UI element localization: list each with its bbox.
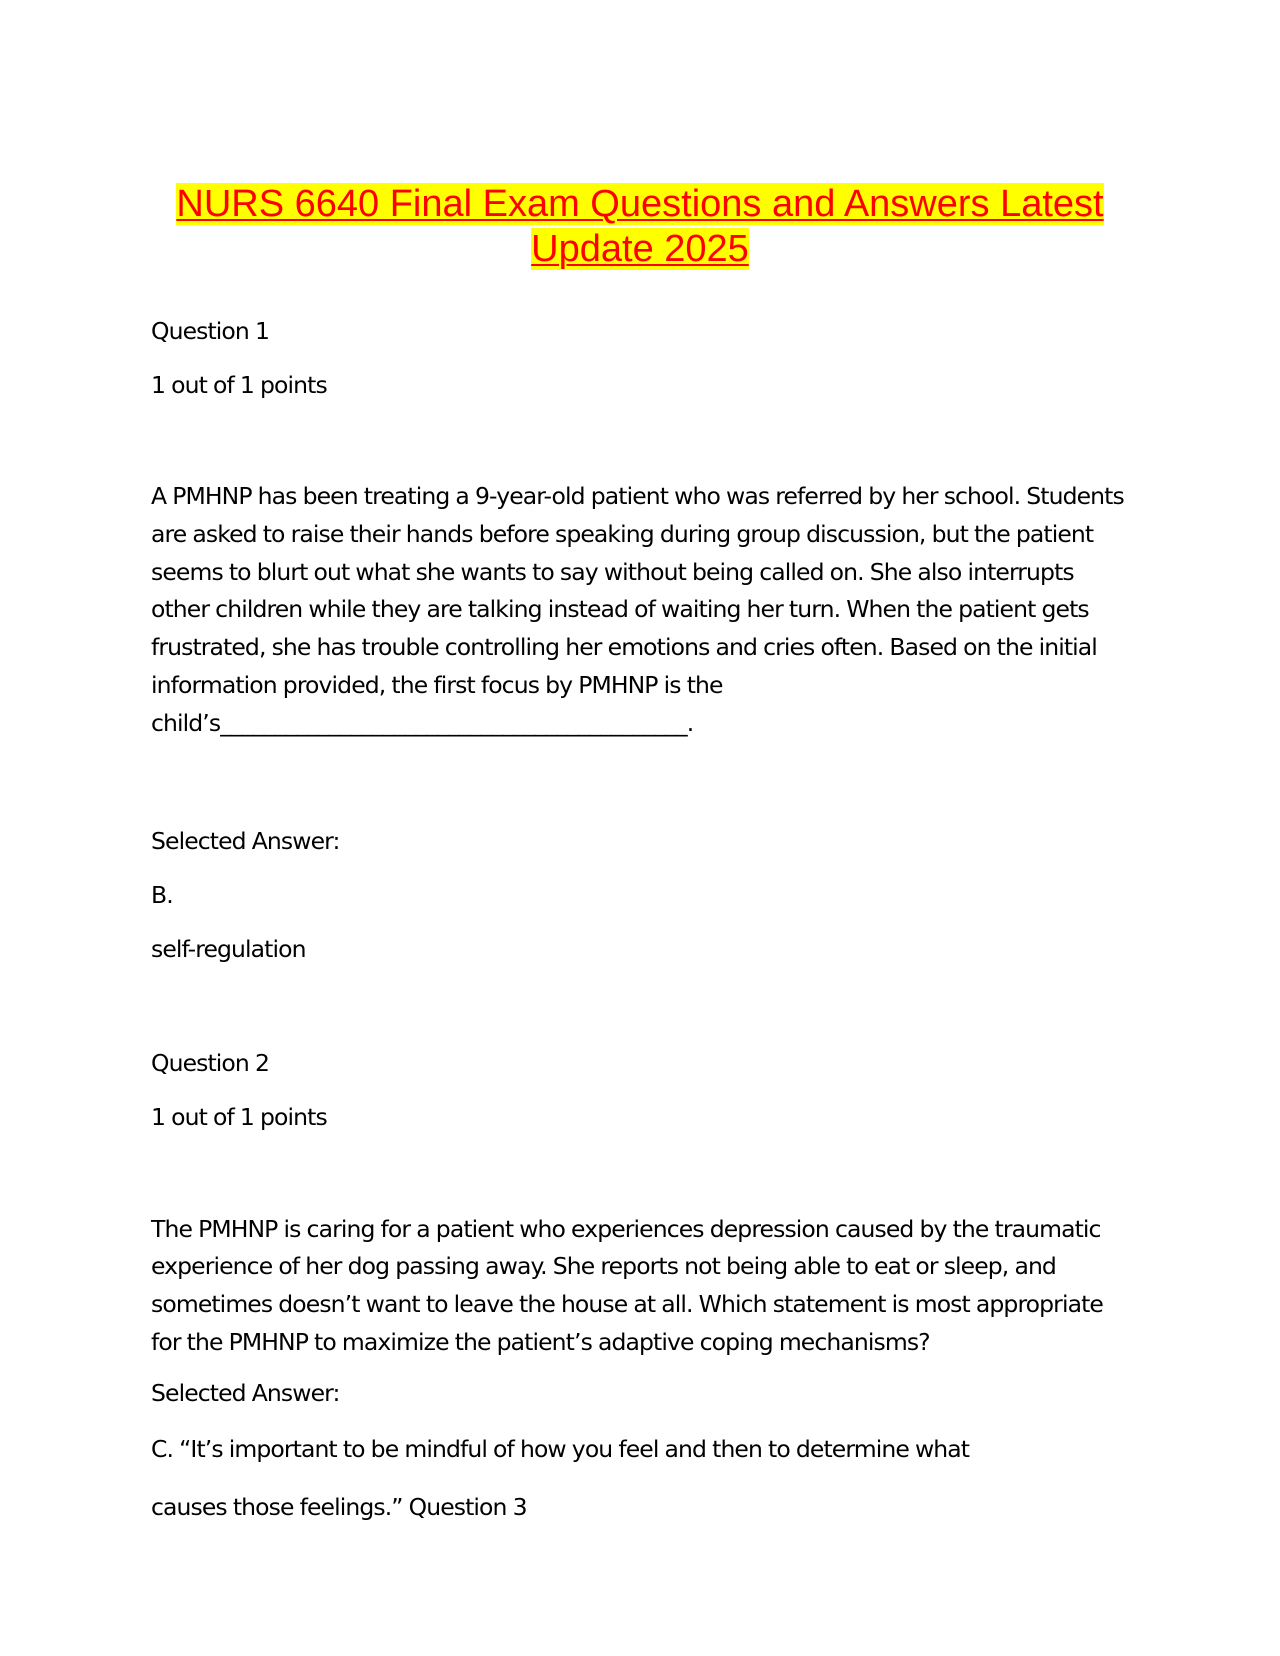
question-1-answer-text: self-regulation — [151, 934, 306, 963]
question-2-answer-line-2: causes those feelings.” Question 3 — [151, 1492, 527, 1521]
document-title — [150, 182, 1130, 272]
question-1-heading: Question 1 — [151, 317, 270, 345]
question-1-points: 1 out of 1 points — [151, 371, 327, 399]
question-1-answer-letter: B. — [151, 880, 173, 909]
question-1-text: A PMHNP has been treating a 9-year-old patient who was referred by her school. Students are asked to raise their hands before speaking during group discussion, but the patient seems to blurt out what she wants to say without being called on. She also interrupts other children while they are talking instead of waiting her turn. When the patient gets frustrated, she has trouble controlling her emotions and cries often. Based on the initial information provided, the first focus by PMHNP is the child’s___________________________________________. — [151, 482, 1124, 737]
question-2-answer-line-1: C. “It’s important to be mindful of how you feel and then to determine what — [151, 1434, 970, 1463]
question-2-heading: Question 2 — [151, 1048, 270, 1077]
title-line-1: NURS 6640 Final Exam Questions and Answers Latest — [176, 183, 1104, 225]
document-body — [151, 316, 1126, 1522]
question-1-selected-label: Selected Answer: — [151, 826, 340, 855]
question-2-selected-label: Selected Answer: — [151, 1378, 340, 1407]
question-2-points: 1 out of 1 points — [151, 1102, 327, 1131]
question-2-text: The PMHNP is caring for a patient who experiences depression caused by the traumatic experience of her dog passing away. She reports not being able to eat or sleep, and sometimes doesn’t want to leave the house at all. Which statement is most appropriate for the PMHNP to maximize the patient’s adaptive coping mechanisms? — [151, 1214, 1103, 1356]
title-line-2: Update 2025 — [531, 228, 749, 270]
